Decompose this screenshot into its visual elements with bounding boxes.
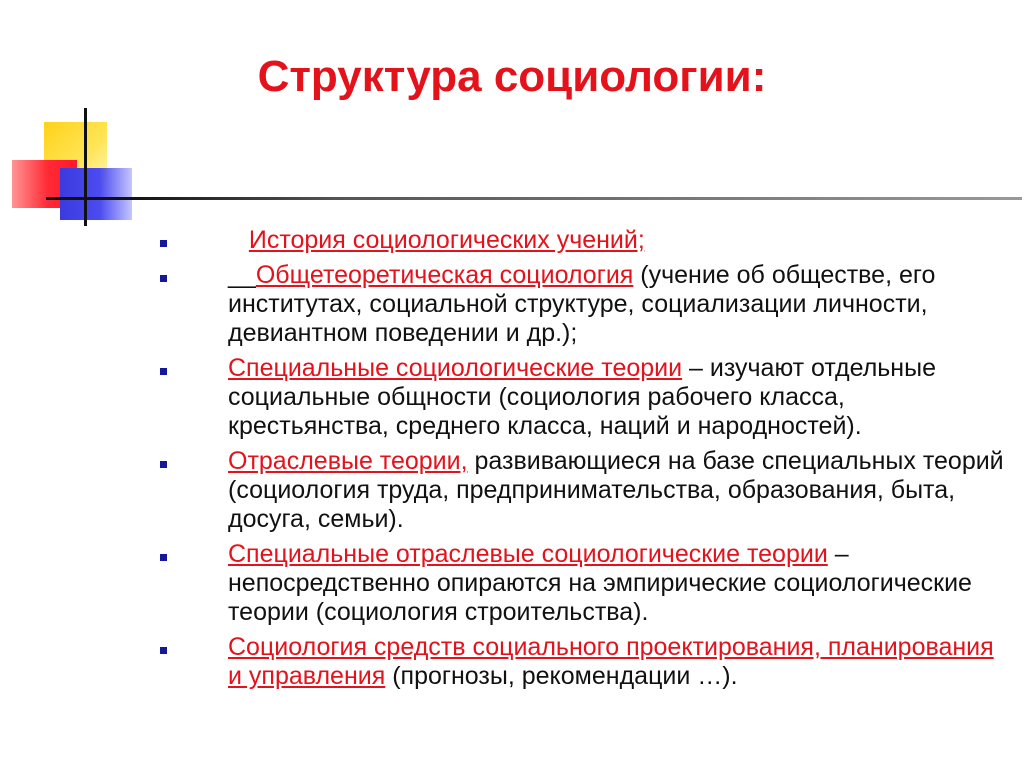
list-item (150, 540, 1010, 627)
item-text: (учение об обществе, его институтах, социальной структуре, социализации личности, девиантном поведении и др.); (228, 261, 936, 347)
item-text: – непосредственно опираются на эмпирические социологические теории (социология строительства). (228, 540, 972, 626)
item-link[interactable]: Социология средств социального проектирования, планирования и управления (228, 633, 994, 690)
vertical-divider-line (84, 108, 87, 226)
blue-square-decor (60, 168, 132, 220)
bullet-list (150, 226, 1010, 697)
bullet-icon (160, 461, 167, 468)
item-link[interactable]: Специальные социологические теории (228, 354, 683, 382)
list-item (150, 354, 1010, 441)
decorative-header-graphic (0, 100, 1024, 230)
slide-title: Структура социологии: (257, 52, 767, 101)
item-text: – изучают отдельные социальные общности (социология рабочего класса, крестьянства, среднего класса, наций и народностей). (228, 354, 936, 440)
item-prefix: __ (228, 261, 256, 289)
list-item (150, 447, 1010, 534)
item-link[interactable]: История социологических учений; (248, 226, 645, 254)
item-prefix (228, 226, 249, 254)
bullet-icon (160, 275, 167, 282)
bullet-icon (160, 240, 167, 247)
item-text: (прогнозы, рекомендации …). (385, 662, 738, 690)
bullet-icon (160, 554, 167, 561)
list-item (150, 226, 1010, 255)
item-link[interactable]: Специальные отраслевые социологические теории (228, 540, 828, 568)
horizontal-divider-line (46, 197, 1022, 200)
bullet-icon (160, 647, 167, 654)
list-item (150, 261, 1010, 348)
list-item (150, 633, 1010, 691)
item-link[interactable]: Общетеоретическая социология (255, 261, 634, 289)
item-text: развивающиеся на базе специальных теорий (социология труда, предпринимательства, образования, быта, досуга, семьи). (228, 447, 1004, 533)
bullet-icon (160, 368, 167, 375)
item-link[interactable]: Отраслевые теории, (228, 447, 468, 475)
